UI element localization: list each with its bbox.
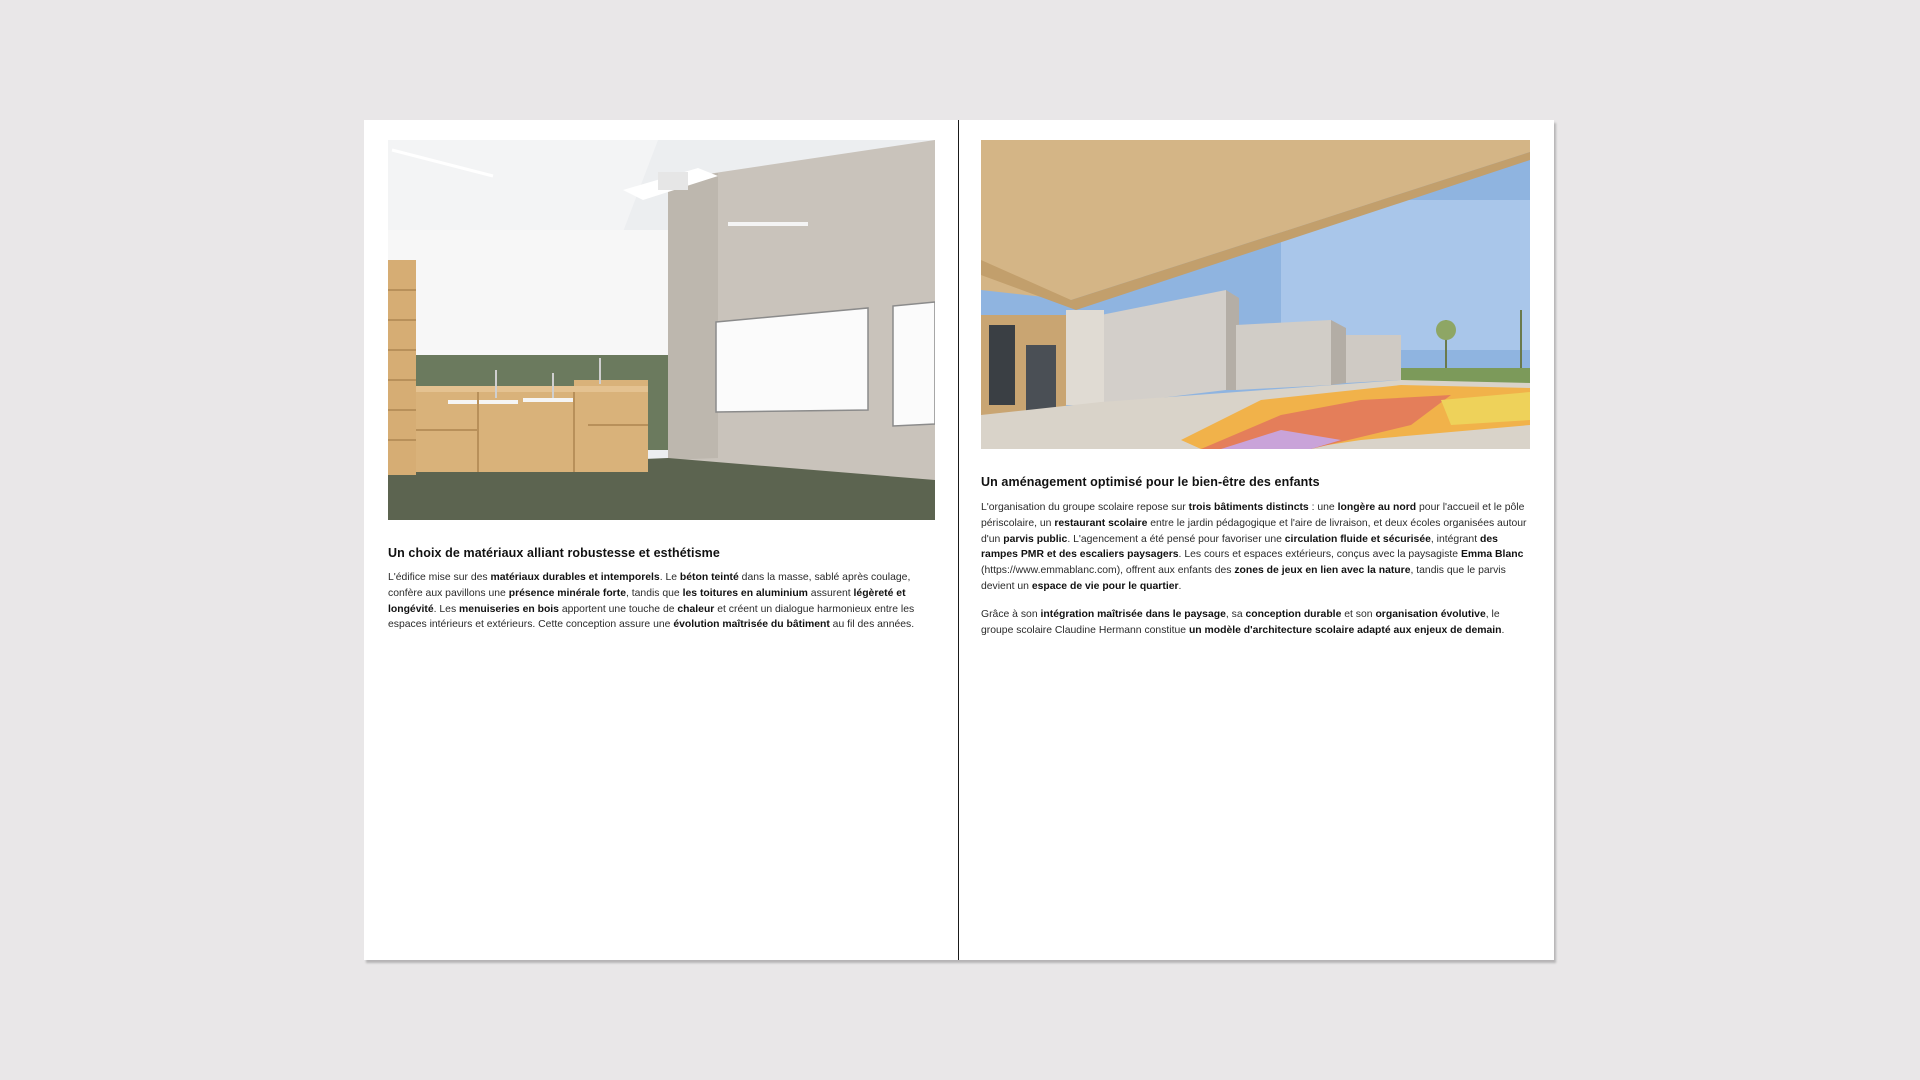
text-run: au fil des années. <box>829 619 915 631</box>
text-run: . Les cours et espaces extérieurs, conçus avec la paysagiste <box>1178 549 1461 561</box>
text-run: (https://www.emmablanc.com), offrent aux enfants des <box>981 565 1235 577</box>
text-run: . <box>1501 624 1505 636</box>
text-run: et créent un dialogue harmonieux entre les espaces intérieurs et extérieurs. Cette conception assure une <box>388 603 915 631</box>
bold-phrase: trois bâtiments distincts <box>1188 502 1309 513</box>
text-run: entre le jardin pédagogique et l'aire de livraison, et deux écoles organisées autour d'un <box>981 517 1527 545</box>
text-run: , tandis que le parvis devient un <box>981 565 1506 592</box>
bold-phrase: menuiseries en bois <box>459 603 559 615</box>
bold-phrase: des rampes PMR et des escaliers paysagers <box>981 533 1498 561</box>
text-run: . L'agencement a été pensé pour favoriser une <box>1067 533 1285 545</box>
text-run: . <box>1178 580 1182 592</box>
text-run: et son <box>1341 609 1376 620</box>
bold-phrase: conception durable <box>1245 609 1342 620</box>
bold-phrase: béton teinté <box>679 572 739 583</box>
bold-phrase: zones de jeux en lien avec la nature <box>1234 565 1411 577</box>
classroom-photo <box>388 140 935 520</box>
left-page <box>364 120 959 960</box>
text-run: apportent une touche de <box>558 603 678 615</box>
left-paragraph <box>388 570 938 633</box>
text-run: Grâce à son <box>981 609 1041 620</box>
bold-phrase: les toitures en aluminium <box>682 587 808 599</box>
text-run: . Les <box>433 603 460 615</box>
brochure-spread <box>364 120 1554 960</box>
text-run: dans la masse, sablé après coulage, confère aux pavillons une <box>388 572 911 599</box>
school-courtyard-photo <box>981 140 1530 449</box>
text-run: . Le <box>659 572 680 583</box>
text-run: : une <box>1308 502 1338 513</box>
bold-phrase: matériaux durables et intemporels <box>490 572 660 583</box>
text-run: , intégrant <box>1430 533 1480 545</box>
bold-phrase: intégration maîtrisée dans le paysage <box>1040 609 1226 620</box>
right-paragraph-1 <box>981 500 1534 595</box>
bold-phrase: parvis public <box>1003 533 1068 545</box>
text-run: L'organisation du groupe scolaire repose sur <box>981 502 1189 513</box>
bold-phrase: longère au nord <box>1337 502 1417 513</box>
bold-phrase: présence minérale forte <box>508 587 626 599</box>
right-page <box>959 120 1554 960</box>
text-run: L'édifice mise sur des <box>388 572 491 583</box>
bold-phrase: légèreté et longévité <box>388 587 906 615</box>
text-run: , le groupe scolaire Claudine Hermann constitue <box>981 609 1500 636</box>
bold-phrase: évolution maîtrisée du bâtiment <box>673 619 830 631</box>
right-heading: Un aménagement optimisé pour le bien-être des enfants <box>981 475 1320 489</box>
text-run: , tandis que <box>625 587 683 599</box>
bold-phrase: un modèle d'architecture scolaire adapté aux enjeux de demain <box>1188 624 1502 636</box>
bold-phrase: Emma Blanc <box>1460 549 1524 561</box>
bold-phrase: restaurant scolaire <box>1054 517 1148 529</box>
left-heading: Un choix de matériaux alliant robustesse et esthétisme <box>388 546 720 560</box>
bold-phrase: organisation évolutive <box>1375 609 1486 620</box>
bold-phrase: chaleur <box>677 603 715 615</box>
text-run: pour l'accueil et le pôle périscolaire, un <box>981 502 1525 529</box>
right-paragraph-2 <box>981 607 1534 639</box>
text-run: assurent <box>807 587 854 599</box>
text-run: , sa <box>1225 609 1246 620</box>
bold-phrase: circulation fluide et sécurisée <box>1284 533 1431 545</box>
bold-phrase: espace de vie pour le quartier <box>1031 580 1179 592</box>
